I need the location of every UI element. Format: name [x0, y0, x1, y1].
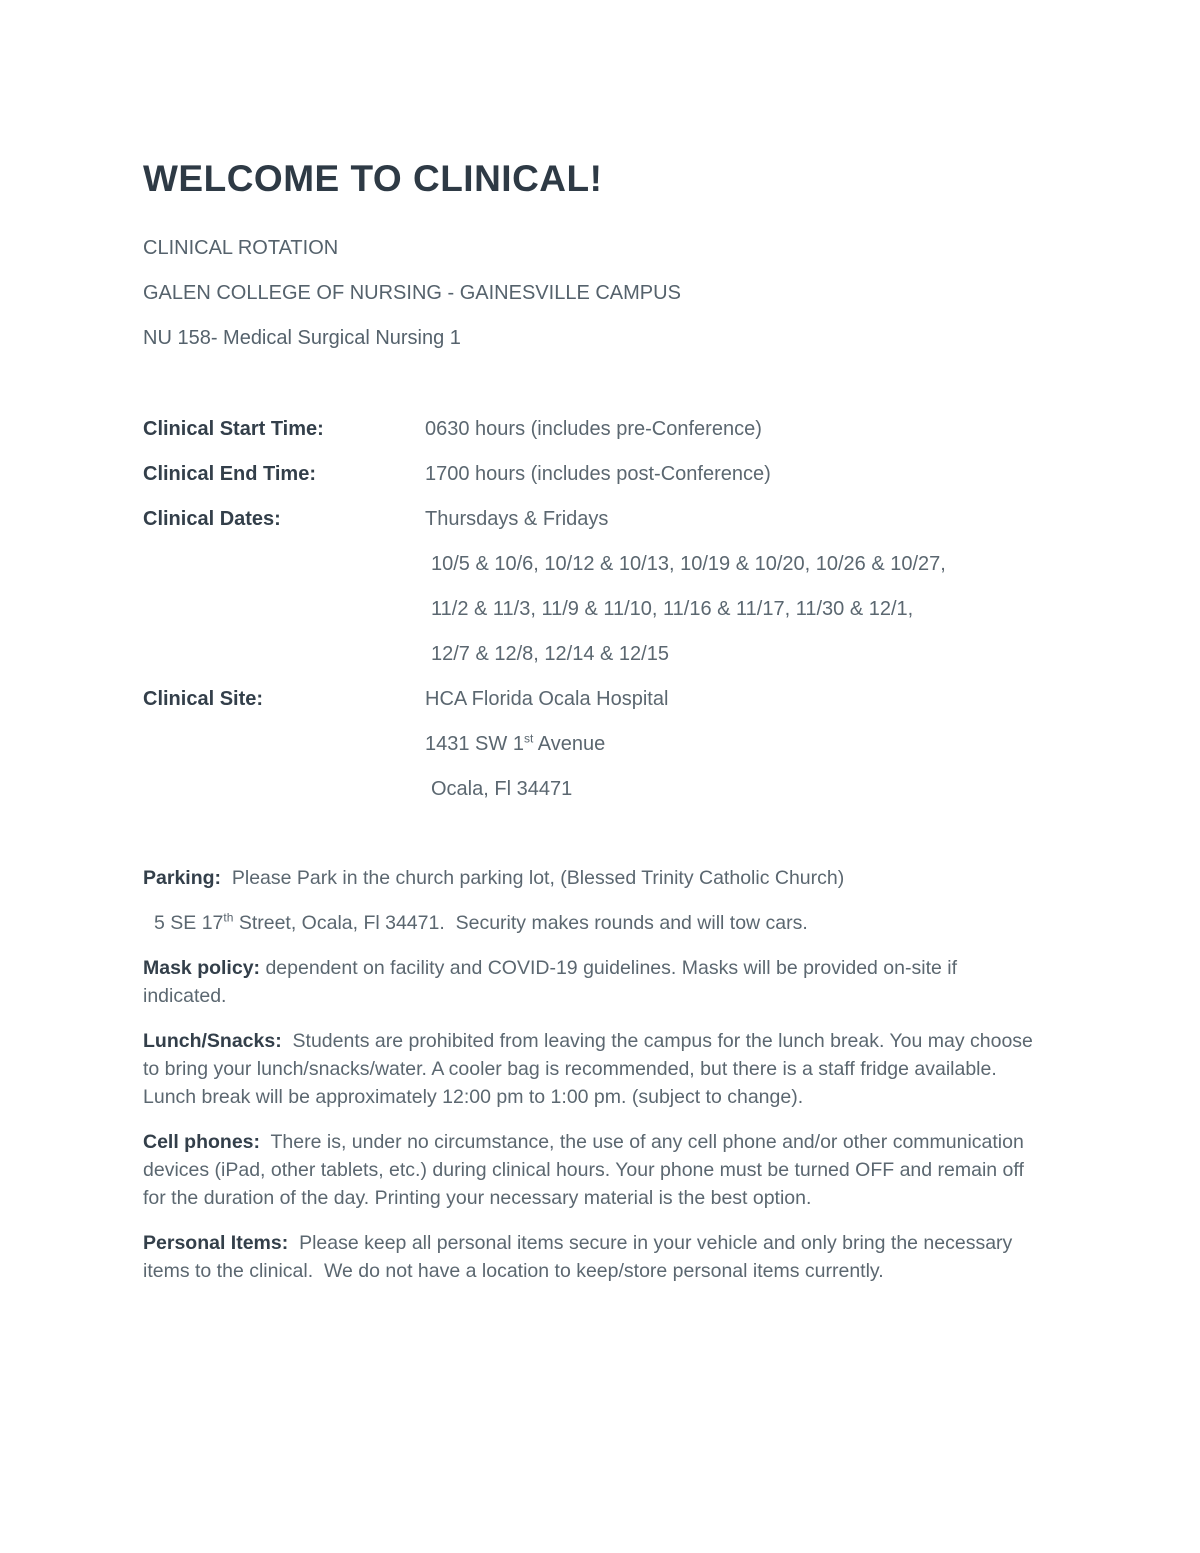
address-number: 1431 SW 1 — [425, 733, 524, 755]
paragraph-mask-policy — [143, 954, 1043, 1010]
detail-label-empty — [143, 632, 425, 677]
detail-value-site: HCA Florida Ocala Hospital — [425, 688, 669, 710]
detail-label-empty — [143, 542, 425, 587]
detail-label-dates: Clinical Dates: — [143, 508, 281, 530]
paragraph-parking — [143, 864, 1043, 892]
paragraph-lunch-snacks — [143, 1027, 1043, 1111]
detail-value-end-time: 1700 hours (includes post-Conference) — [425, 463, 771, 485]
detail-row-start-time — [143, 407, 1043, 452]
paragraph-text-personal-items: Please keep all personal items secure in your vehicle and only bring the necessary items to the clinical. We do not have a location to keep/store personal items currently. — [143, 1232, 1018, 1282]
policy-paragraphs-block — [143, 864, 1043, 1285]
detail-value-dates: Thursdays & Fridays — [425, 508, 609, 530]
detail-row-dates-list-3 — [143, 632, 1043, 677]
parking-address-number: 5 SE 17 — [154, 912, 224, 934]
address-street: Avenue — [533, 733, 606, 755]
paragraph-parking-address — [143, 909, 1043, 937]
detail-value-dates-dec: 12/7 & 12/8, 12/14 & 12/15 — [431, 643, 669, 665]
subtitle-course-name: NU 158- Medical Surgical Nursing 1 — [143, 327, 461, 349]
paragraph-text-lunch-snacks: Students are prohibited from leaving the campus for the lunch break. You may choose to bring your lunch/snacks/water. A cooler bag is recommended, but there is a staff fridge available. Lunch break will be approximately 12:00 pm to 1:00 pm. (subject to change). — [143, 1030, 1039, 1108]
paragraph-label-personal-items: Personal Items: — [143, 1232, 289, 1254]
detail-row-end-time — [143, 452, 1043, 497]
paragraph-cell-phones — [143, 1128, 1043, 1212]
detail-value-dates-oct: 10/5 & 10/6, 10/12 & 10/13, 10/19 & 10/20, 10/26 & 10/27, — [431, 553, 946, 575]
document-content — [143, 158, 1043, 1302]
detail-label-start-time: Clinical Start Time: — [143, 418, 324, 440]
detail-label-empty — [143, 587, 425, 632]
paragraph-label-mask-policy: Mask policy: — [143, 957, 261, 979]
paragraph-text-mask-policy: dependent on facility and COVID-19 guidelines. Masks will be provided on-site if indicated. — [143, 957, 963, 1007]
paragraph-label-cell-phones: Cell phones: — [143, 1131, 261, 1153]
clinical-details-block — [143, 407, 1043, 812]
detail-row-site-address-1 — [143, 722, 1043, 767]
detail-row-dates-list-2 — [143, 587, 1043, 632]
detail-label-empty — [143, 767, 425, 812]
detail-label-empty — [143, 722, 425, 767]
paragraph-label-lunch-snacks: Lunch/Snacks: — [143, 1030, 282, 1052]
detail-value-start-time: 0630 hours (includes pre-Conference) — [425, 418, 762, 440]
parking-address-rest: Street, Ocala, Fl 34471. Security makes rounds and will tow cars. — [233, 912, 808, 934]
subtitle-college-campus: GALEN COLLEGE OF NURSING - GAINESVILLE CAMPUS — [143, 282, 681, 304]
paragraph-personal-items — [143, 1229, 1043, 1285]
detail-row-dates — [143, 497, 1043, 542]
subtitle-clinical-rotation: CLINICAL ROTATION — [143, 237, 339, 259]
detail-label-site: Clinical Site: — [143, 688, 264, 710]
detail-value-site-address-1 — [425, 722, 1043, 767]
ordinal-suffix: st — [523, 731, 534, 746]
detail-value-site-address-2: Ocala, Fl 34471 — [431, 778, 573, 800]
detail-value-dates-nov: 11/2 & 11/3, 11/9 & 11/10, 11/16 & 11/17, 11/30 & 12/1, — [431, 598, 914, 620]
detail-row-site-address-2 — [143, 767, 1043, 812]
ordinal-suffix: th — [223, 910, 234, 925]
page-title: WELCOME TO CLINICAL! — [143, 158, 603, 199]
paragraph-label-parking: Parking: — [143, 867, 222, 889]
detail-row-site — [143, 677, 1043, 722]
paragraph-text-parking: Please Park in the church parking lot, (Blessed Trinity Catholic Church) — [221, 867, 845, 889]
detail-label-end-time: Clinical End Time: — [143, 463, 316, 485]
paragraph-text-cell-phones: There is, under no circumstance, the use of any cell phone and/or other communication devices (iPad, other tablets, etc.) during clinical hours. Your phone must be turned OFF and remain off for the duration of the day. Printing your necessary material is the best option. — [143, 1131, 1030, 1209]
detail-row-dates-list-1 — [143, 542, 1043, 587]
